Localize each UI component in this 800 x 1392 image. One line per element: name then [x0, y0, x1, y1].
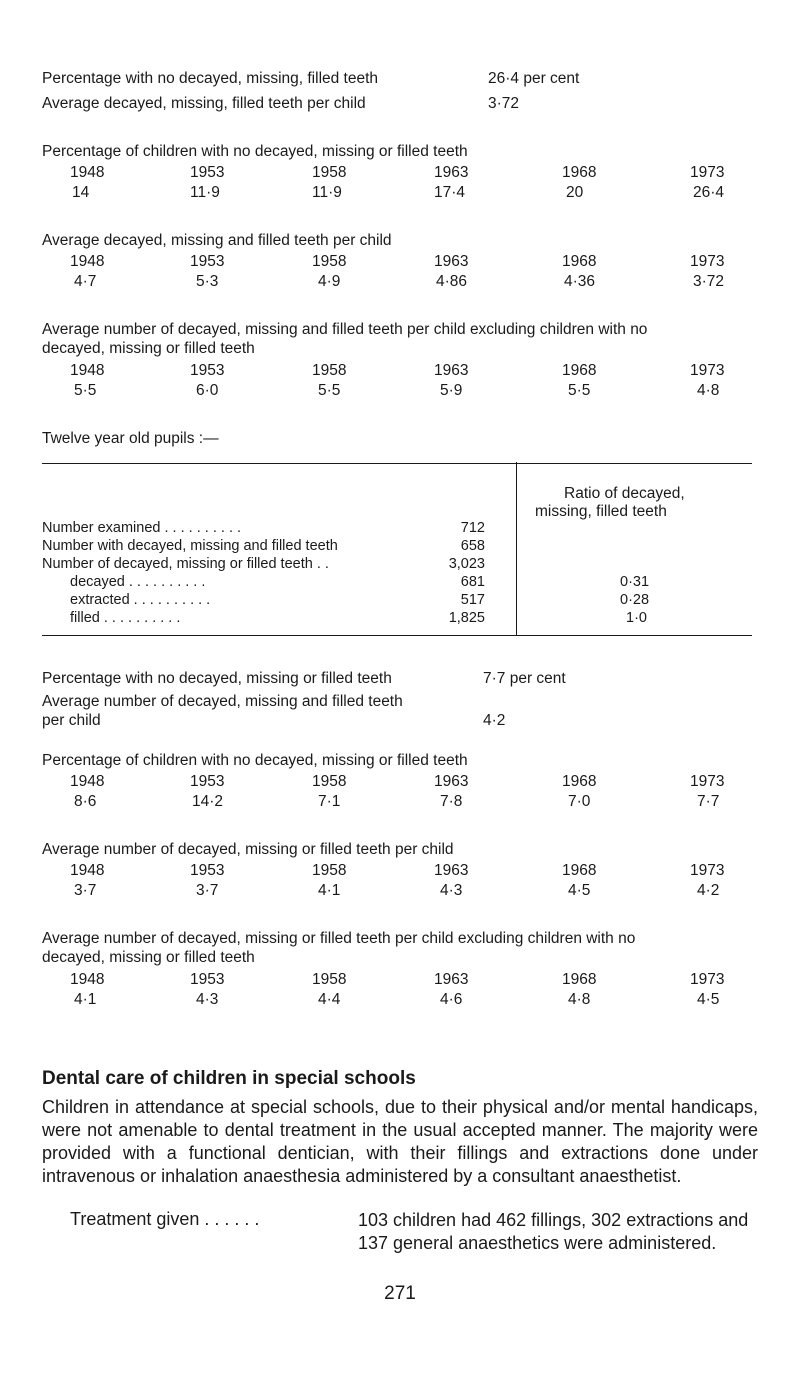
table-row-value: 712: [460, 520, 485, 536]
year-label: 1968: [562, 253, 597, 270]
summary-avg-value: 3·72: [488, 95, 520, 112]
twelve-year-heading: Twelve year old pupils :—: [42, 430, 219, 447]
year-label: 1973: [690, 773, 725, 790]
year-value: 14·2: [192, 793, 224, 810]
year-value: 4·7: [74, 273, 97, 290]
table-row-label: Number of decayed, missing or filled teeth . .: [42, 556, 329, 572]
table-row-value: 3,023: [448, 556, 485, 572]
twelve-summary-pct-label: Percentage with no decayed, missing or filled teeth: [42, 670, 392, 687]
year-value: 5·5: [318, 382, 341, 399]
twelve-summary-avg-label: Average number of decayed, missing and filled teeth: [42, 693, 403, 710]
year-label: 1958: [312, 253, 347, 270]
year-label: 1953: [190, 253, 225, 270]
year-value: 7·1: [318, 793, 341, 810]
year-value: 4·5: [568, 882, 591, 899]
year-label: 1973: [690, 164, 725, 181]
year-value: 20: [566, 184, 584, 201]
twelve-summary-pct-value: 7·7 per cent: [483, 670, 566, 687]
year-label: 1953: [190, 362, 225, 379]
table-row-ratio: 0·28: [620, 592, 650, 608]
year-label: 1948: [70, 773, 105, 790]
table-row-label: decayed . . . . . . . . . .: [70, 574, 206, 590]
table-bottom-rule: [42, 635, 752, 636]
table-row-ratio: 1·0: [626, 610, 647, 626]
year-label: 1948: [70, 862, 105, 879]
ratio-header: Ratio of decayed,: [564, 485, 685, 502]
year-value: 14: [72, 184, 90, 201]
twelve-summary-avg-value: 4·2: [483, 712, 506, 729]
table-row-value: 1,825: [448, 610, 485, 626]
table-row-label: Number with decayed, missing and filled teeth: [42, 538, 338, 554]
year-value: 8·6: [74, 793, 97, 810]
year-label: 1948: [70, 253, 105, 270]
year-label: 1958: [312, 971, 347, 988]
year-value: 3·7: [196, 882, 219, 899]
treatment-label: Treatment given . . . . . .: [70, 1209, 260, 1229]
treatment-text: 103 children had 462 fillings, 302 extractions and 137 general anaesthetics were administered.: [358, 1210, 749, 1253]
year-label: 1948: [70, 971, 105, 988]
year-value: 4·8: [568, 991, 591, 1008]
year-value: 4·36: [564, 273, 596, 290]
year-value: 6·0: [196, 382, 219, 399]
ratio-header-cont: missing, filled teeth: [535, 503, 667, 520]
year-label: 1963: [434, 253, 469, 270]
year-label: 1963: [434, 362, 469, 379]
year-label: 1948: [70, 362, 105, 379]
year-label: 1953: [190, 971, 225, 988]
year-label: 1973: [690, 362, 725, 379]
section-title: Percentage of children with no decayed, missing or filled teeth: [42, 752, 468, 769]
year-value: 7·7: [697, 793, 720, 810]
year-label: 1963: [434, 971, 469, 988]
year-value: 4·8: [697, 382, 720, 399]
year-value: 4·2: [697, 882, 720, 899]
year-label: 1963: [434, 164, 469, 181]
table-row-value: 658: [460, 538, 485, 554]
year-label: 1968: [562, 862, 597, 879]
year-label: 1973: [690, 971, 725, 988]
year-label: 1968: [562, 773, 597, 790]
table-row-ratio: 0·31: [620, 574, 650, 590]
year-value: 4·6: [440, 991, 463, 1008]
year-label: 1958: [312, 862, 347, 879]
year-label: 1958: [312, 164, 347, 181]
year-value: 5·5: [568, 382, 591, 399]
page-number: 271: [384, 1283, 416, 1304]
year-value: 3·72: [693, 273, 725, 290]
twelve-summary-avg-label-cont: per child: [42, 712, 101, 729]
year-label: 1973: [690, 862, 725, 879]
year-label: 1958: [312, 362, 347, 379]
year-value: 4·9: [318, 273, 341, 290]
year-value: 4·3: [440, 882, 463, 899]
year-value: 3·7: [74, 882, 97, 899]
year-label: 1948: [70, 164, 105, 181]
special-schools-heading: Dental care of children in special schools: [42, 1068, 416, 1089]
table-row-label: filled . . . . . . . . . .: [70, 610, 181, 626]
year-value: 4·3: [196, 991, 219, 1008]
summary-avg-label: Average decayed, missing, filled teeth per child: [42, 95, 366, 112]
section-title: Average number of decayed, missing or filled teeth per child: [42, 841, 454, 858]
year-value: 4·5: [697, 991, 720, 1008]
year-value: 4·1: [74, 991, 97, 1008]
table-top-rule: [42, 463, 752, 464]
year-label: 1968: [562, 362, 597, 379]
year-value: 4·86: [436, 273, 468, 290]
year-label: 1958: [312, 773, 347, 790]
section-title: Average number of decayed, missing and filled teeth per child excluding children with no: [42, 321, 648, 338]
year-label: 1953: [190, 862, 225, 879]
year-label: 1973: [690, 253, 725, 270]
section-title-cont: decayed, missing or filled teeth: [42, 949, 255, 966]
year-value: 11·9: [190, 184, 220, 201]
special-schools-paragraph: Children in attendance at special schools, due to their physical and/or mental handicaps, were not amenable to dental treatment in the usual accepted manner. The majority were provided with a functional dentician, with their fillings and extractions done under intravenous or inhalation anaesthesia administered by a consultant anaesthetist.: [42, 1097, 758, 1186]
year-value: 7·0: [568, 793, 591, 810]
year-value: 5·9: [440, 382, 463, 399]
table-column-rule: [516, 462, 517, 636]
section-title-cont: decayed, missing or filled teeth: [42, 340, 255, 357]
table-row-label: extracted . . . . . . . . . .: [70, 592, 211, 608]
year-value: 17·4: [434, 184, 466, 201]
table-row-label: Number examined . . . . . . . . . .: [42, 520, 242, 536]
year-label: 1963: [434, 773, 469, 790]
section-title: Percentage of children with no decayed, missing or filled teeth: [42, 143, 468, 160]
year-label: 1963: [434, 862, 469, 879]
year-label: 1953: [190, 164, 225, 181]
summary-pct-label: Percentage with no decayed, missing, filled teeth: [42, 70, 379, 87]
year-value: 5·5: [74, 382, 97, 399]
year-value: 4·4: [318, 991, 341, 1008]
table-row-value: 517: [460, 592, 485, 608]
year-label: 1968: [562, 971, 597, 988]
year-value: 26·4: [693, 184, 725, 201]
section-title: Average decayed, missing and filled teeth per child: [42, 232, 392, 249]
year-value: 4·1: [318, 882, 341, 899]
table-row-value: 681: [460, 574, 485, 590]
summary-pct-value: 26·4 per cent: [488, 70, 580, 87]
year-value: 5·3: [196, 273, 219, 290]
year-label: 1953: [190, 773, 225, 790]
year-label: 1968: [562, 164, 597, 181]
section-title: Average number of decayed, missing or filled teeth per child excluding children with no: [42, 930, 636, 947]
year-value: 7·8: [440, 793, 463, 810]
year-value: 11·9: [312, 184, 342, 201]
